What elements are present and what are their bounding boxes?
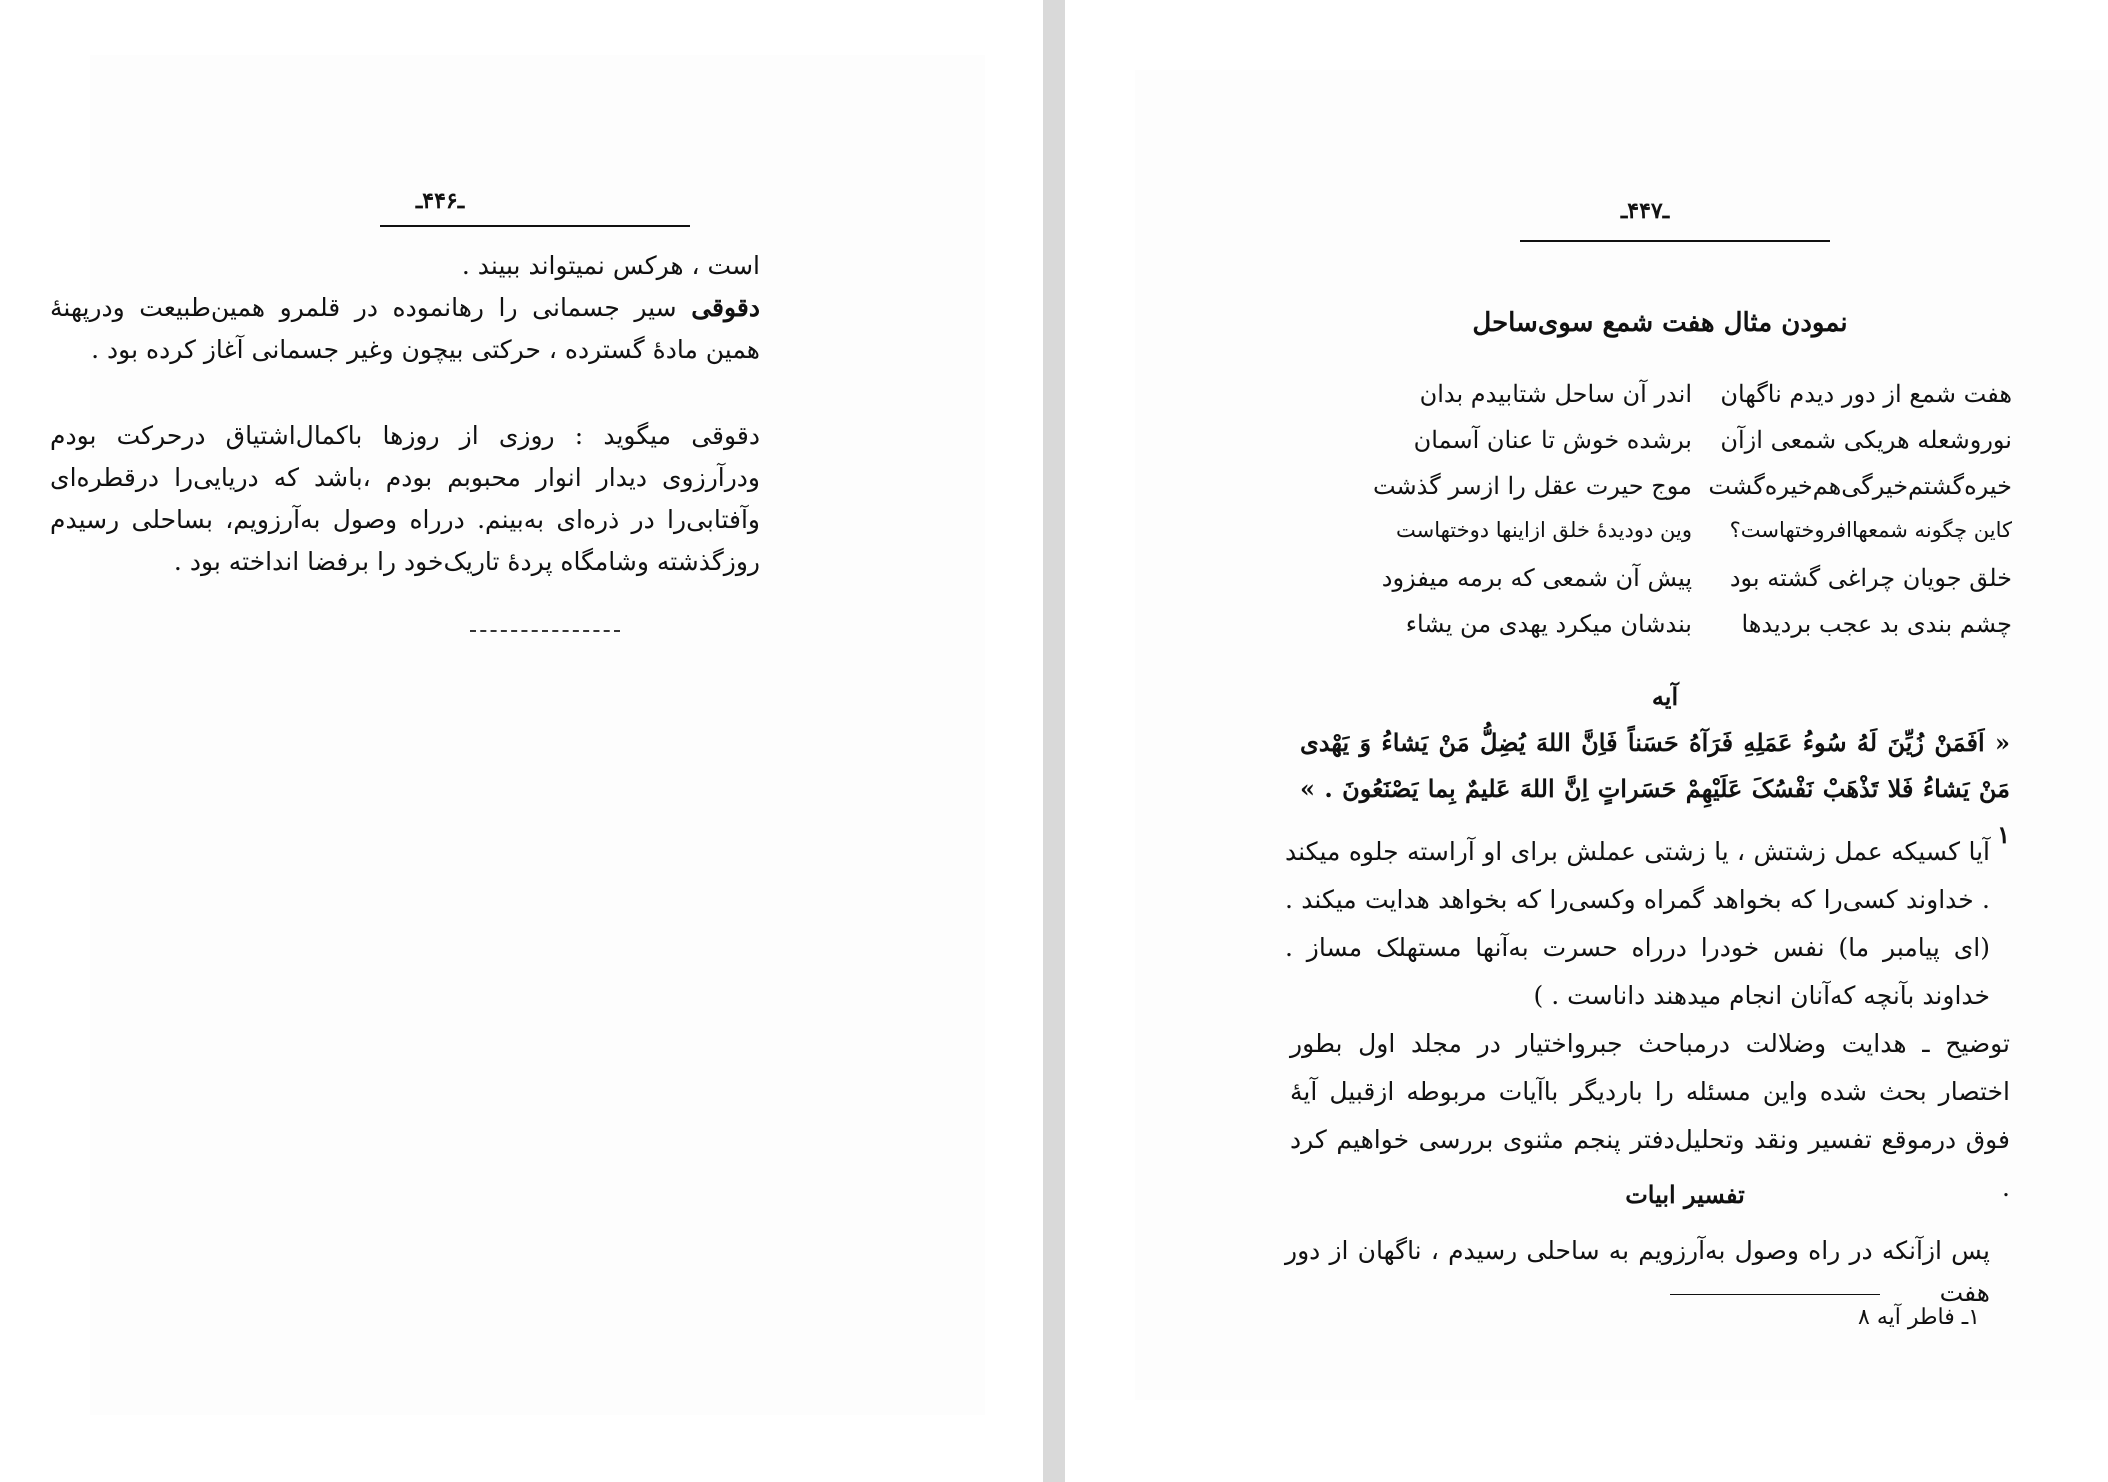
right-page-sheet xyxy=(1135,70,2108,1400)
name-daqouqi: دقوقی xyxy=(691,293,760,322)
end-ornament xyxy=(470,630,620,632)
explanation-paragraph: توضیح ـ هدایت وضلالت درمباحث جبرواختیار در مجلد اول بطور اختصار بحث شده واین مسئله را باردیگر باآیات مربوطه ازقبیل آیهٔ فوق درموقع تفسیر ونقد وتحلیل‌دفتر پنجم مثنوی بررسی خواهیم کرد . xyxy=(1290,1029,2010,1202)
verse-hemistich-left: موج حیرت عقل را ازسر گذشت xyxy=(1372,472,1692,500)
section-title: نمودن مثال هفت شمع سوی‌ساحل xyxy=(1472,308,1848,338)
tafsir-heading: تفسیر ابیات xyxy=(1625,1180,1745,1209)
verse-hemistich-left: بندشان میکرد یهدی من یشاء xyxy=(1405,610,1692,638)
header-rule xyxy=(380,225,690,227)
ayah-heading: آیه xyxy=(1651,682,1679,711)
verse-hemistich-right: چشم بندی بد عجب بردیدها xyxy=(1741,610,2012,638)
left-page-sheet xyxy=(50,55,985,1415)
page-number-446: ـ۴۴۶ـ xyxy=(415,188,465,214)
page-number-447: ـ۴۴۷ـ xyxy=(1620,198,1670,224)
verse-hemistich-right: هفت شمع از دور دیدم ناگهان xyxy=(1720,380,2012,408)
verse-row xyxy=(1135,380,2108,426)
verse-row xyxy=(1135,610,2108,656)
verses-block xyxy=(1135,380,2108,670)
verse-hemistich-right: خیره‌گشتم‌خیرگی‌هم‌خیره‌گشت xyxy=(1708,472,2012,500)
ayah-text: « اَفَمَنْ زُیِّنَ لَهُ سُوءُ عَمَلِهِ فَرَآهُ حَسَناً فَاِنَّ اللهَ یُضِلُّ مَنْ یَشاءُ وَ یَهْدی مَنْ یَشاءُ فَلا تَذْهَبْ نَفْسُکَ عَلَیْهِمْ حَسَراتٍ اِنَّ اللهَ عَلیمٌ بِما یَصْنَعُونَ . » ۱ xyxy=(1300,728,2010,849)
verse-hemistich-left: اندر آن ساحل شتابیدم بدان xyxy=(1419,380,1692,408)
left-paragraph-2: دقوقی میگوید : روزی از روزها باکمال‌اشتیاق درحرکت بودم ودرآرزوی دیدار انوار محبوبم بودم ،باشد که دریایی‌را درقطره‌ای وآفتابی‌را در ذره‌ای به‌بینم. درراه وصول به‌آرزویم، بساحلی رسیدم روزگذشته وشامگاه پردهٔ تاریک‌خود را برفضا انداخته بود . xyxy=(50,421,760,576)
verse-hemistich-right: خلق جویان چراغی گشته بود xyxy=(1729,564,2012,592)
left-line-1: است ، هرکس نمیتواند ببیند . xyxy=(461,251,760,280)
verse-hemistich-left: وین دودیده‌ٔ خلق ازاینها دوختهاست xyxy=(1395,518,1692,542)
verse-row xyxy=(1135,426,2108,472)
verse-hemistich-right: نوروشعله هریکی شمعی ازآن xyxy=(1720,426,2012,454)
header-rule xyxy=(1520,240,1830,242)
footnote-rule xyxy=(1670,1294,1880,1295)
left-paragraph-1 xyxy=(50,287,760,371)
ayah-translation: آیا کسیکه عمل زشتش ، یا زشتی عملش برای او آراسته جلوه میکند . خداوند کسی‌را که بخواهد گمراه وکسی‌را که بخواهد هدایت میکند . (ای پیامبر ما) نفس خودرا درراه حسرت به‌آنها مستهلک مساز . خداوند بآنچه که‌آنان انجام میدهند داناست . ) xyxy=(1285,837,1990,1010)
verse-row xyxy=(1135,518,2108,564)
verse-hemistich-left: برشده خوش تا عنان آسمان xyxy=(1413,426,1692,454)
right-page xyxy=(1065,0,2108,1482)
commentary-line: پس ازآنکه در راه وصول به‌آرزویم به ساحلی رسیدم ، ناگهان از دور هفت xyxy=(1285,1236,1990,1307)
left-page xyxy=(0,0,1043,1482)
verse-row xyxy=(1135,564,2108,610)
verse-hemistich-left: پیش آن شمعی که برمه میفزود xyxy=(1381,564,1692,592)
footnote: ۱ـ فاطر آیه ۸ xyxy=(1858,1305,1980,1330)
verse-row xyxy=(1135,472,2108,518)
verse-hemistich-right: کاین چگونه شمعهاافروختهاست؟ xyxy=(1729,518,2012,542)
left-paragraph-1-text: سیر جسمانی را رهانموده در قلمرو همین‌طبیعت ودرپهنهٔ همین مادهٔ گسترده ، حرکتی بیچون وغیر جسمانی آغاز کرده بود . xyxy=(50,293,760,364)
